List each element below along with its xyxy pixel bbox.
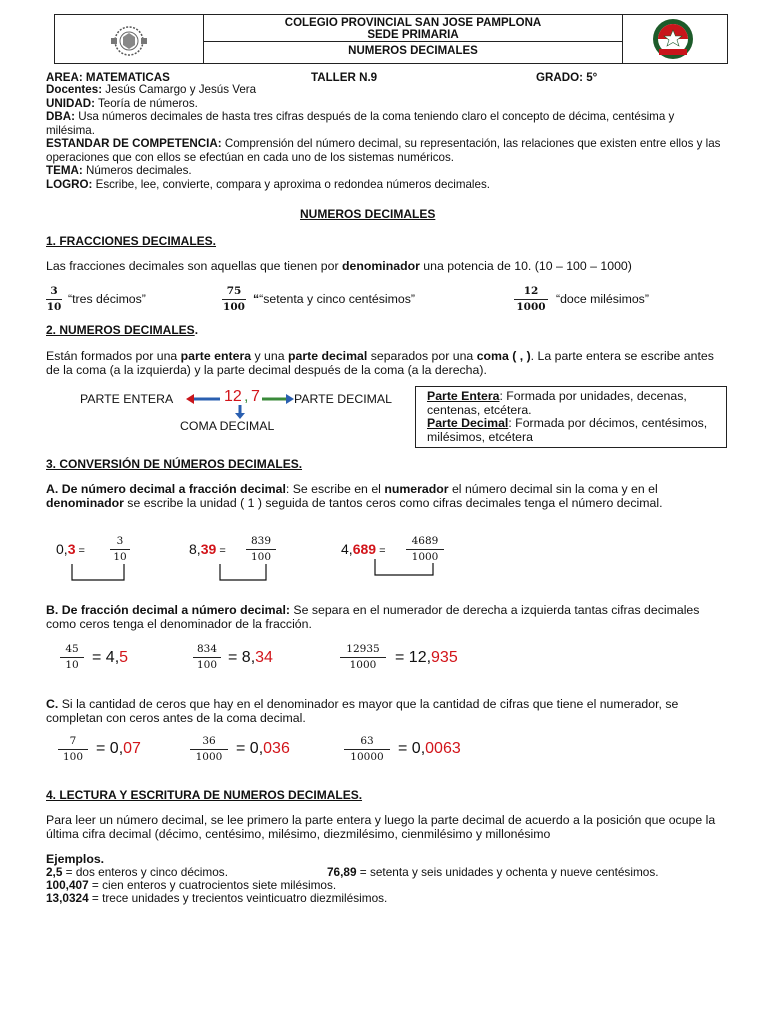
b-example-1-fraction: 45 10 [60,643,84,672]
s2-title: 2. NUMEROS DECIMALES. [46,323,199,337]
box-decimal-text: Parte Decimal: Formada por décimos, centésimos, milésimos, etcétera [427,416,708,444]
s1-title: 1. FRACCIONES DECIMALES. [46,234,217,248]
a-example-3-bracket [369,559,441,581]
c-example-3-fraction: 63 10000 [344,735,390,764]
school-seal-icon [55,15,203,63]
c-example-1-fraction: 7 100 [58,735,88,764]
reading-example-4: 13,0324 = trece unidades y trecientos veinticuatro diezmilésimos. [46,891,388,905]
box-entera-text: Parte Entera: Formada por unidades, decenas, centenas, etcétera. [427,389,687,417]
a-example-3-fraction: 4689 1000 [406,535,444,564]
docentes-line: Docentes: Jesús Camargo y Jesús Vera [46,83,257,96]
number-decimal-part: 7 [251,388,260,405]
b-example-2-result: = 8,34 [228,649,273,666]
b-example-1-result: = 4,5 [92,649,129,666]
a-example-2-bracket [214,564,274,584]
left-arrow-icon [186,392,222,406]
s1-example-2-label: ““setenta y cinco centésimos” [253,292,415,306]
c-example-1-result: = 0,07 [96,740,141,757]
grado-label: GRADO: 5° [536,71,598,84]
number-integer-part: 12 [224,388,242,405]
a-example-2-fraction: 839 100 [246,535,276,564]
header-subject: NUMEROS DECIMALES [348,45,478,57]
a-example-1-decimal: 0,3 = [56,541,85,557]
parte-decimal-label: PARTE DECIMAL [294,392,392,406]
b-example-2-fraction: 834 100 [193,643,221,672]
coma-decimal-label: COMA DECIMAL [180,419,275,433]
main-title: NUMEROS DECIMALES [300,207,436,221]
s4-text: Para leer un número decimal, se lee primero la parte entera y luego la parte decimal de acuerdo a la posición que ocupe la última cifra decimal (décimo, centésimo, milésimo, diezmilésimo, cienmilésimo y millonésimo [46,813,716,842]
header-table [54,14,728,64]
s1-example-3-label: “doce milésimos” [556,292,649,306]
a-example-1-bracket [66,564,132,584]
c-example-2-result: = 0,036 [236,740,290,757]
right-arrow-icon [262,392,294,406]
a-example-1-fraction: 3 10 [110,535,130,564]
unidad-line: UNIDAD: Teoría de números. [46,97,198,110]
school-branch: SEDE PRIMARIA [367,29,459,41]
school-shield-icon [623,15,727,63]
s3-b-text: B. De fracción decimal a número decimal: Se separa en el numerador de derecha a izquierda tantas cifras decimales como ceros tenga el denominador de la fracción. [46,603,700,632]
school-seal-cell [55,15,204,63]
estandar-line: ESTANDAR DE COMPETENCIA: Comprensión del número decimal, su representación, las relaciones que existen entre ellos y las operaciones que con ellos se efectúan en cada uno de los sistemas numéricos. [46,137,721,165]
s4-title: 4. LECTURA Y ESCRITURA DE NUMEROS DECIMALES. [46,788,363,802]
down-arrow-icon [234,405,246,419]
tema-line: TEMA: Números decimales. [46,164,192,177]
s1-fraction-1: 3 10 [46,285,62,313]
s3-c-text: C. Si la cantidad de ceros que hay en el denominador es mayor que la cantidad de cifras que tiene el numerador, se completan con ceros antes de la coma decimal. [46,697,679,726]
s3-a-text: A. De número decimal a fracción decimal: Se escribe en el numerador el número decimal sin la coma y en el denominador se escribe la unidad ( 1 ) seguida de tantos ceros como cifras decimales tenga el número decimal. [46,482,663,511]
number-comma: , [244,388,249,405]
reading-example-2: 76,89 = setenta y seis unidades y ochenta y nueve centésimos. [327,865,659,879]
s2-text: Están formados por una parte entera y una parte decimal separados por una coma ( , ). La parte entera se escribe antes de la coma (a la izquierda) y la parte decimal después de la coma (a la derecha). [46,349,714,378]
b-example-3-fraction: 12935 1000 [340,643,386,672]
s1-text: Las fracciones decimales son aquellas que tienen por denominador una potencia de 10. (10 – 100 – 1000) [46,259,632,273]
parts-definition-box [415,386,727,448]
reading-example-1: 2,5 = dos enteros y cinco décimos. [46,865,228,879]
school-name: COLEGIO PROVINCIAL SAN JOSE PAMPLONA [284,17,542,29]
c-example-3-result: = 0,0063 [398,740,461,757]
shield-cell [622,15,727,63]
dba-line: DBA: Usa números decimales de hasta tres cifras después de la coma teniendo claro el concepto de décima, centésima y milésima. [46,110,675,138]
c-example-2-fraction: 36 1000 [190,735,228,764]
parte-entera-label: PARTE ENTERA [80,392,174,406]
reading-example-3: 100,407 = cien enteros y cuatrocientos siete milésimos. [46,878,337,892]
b-example-3-result: = 12,935 [395,649,458,666]
s1-example-1-label: “tres décimos” [68,292,146,306]
area-label: AREA: MATEMATICAS [46,71,170,84]
s1-fraction-2: 75 100 [223,285,245,313]
s1-fraction-3: 12 1000 [514,285,548,314]
a-example-3-decimal: 4,689 = [341,541,386,557]
examples-title: Ejemplos. [46,852,105,866]
a-example-2-decimal: 8,39 = [189,541,226,557]
logro-line: LOGRO: Escribe, lee, convierte, compara y aproxima o redondea números decimales. [46,178,490,191]
taller-label: TALLER N.9 [311,71,378,84]
s3-title: 3. CONVERSIÓN DE NÚMEROS DECIMALES. [46,457,303,471]
